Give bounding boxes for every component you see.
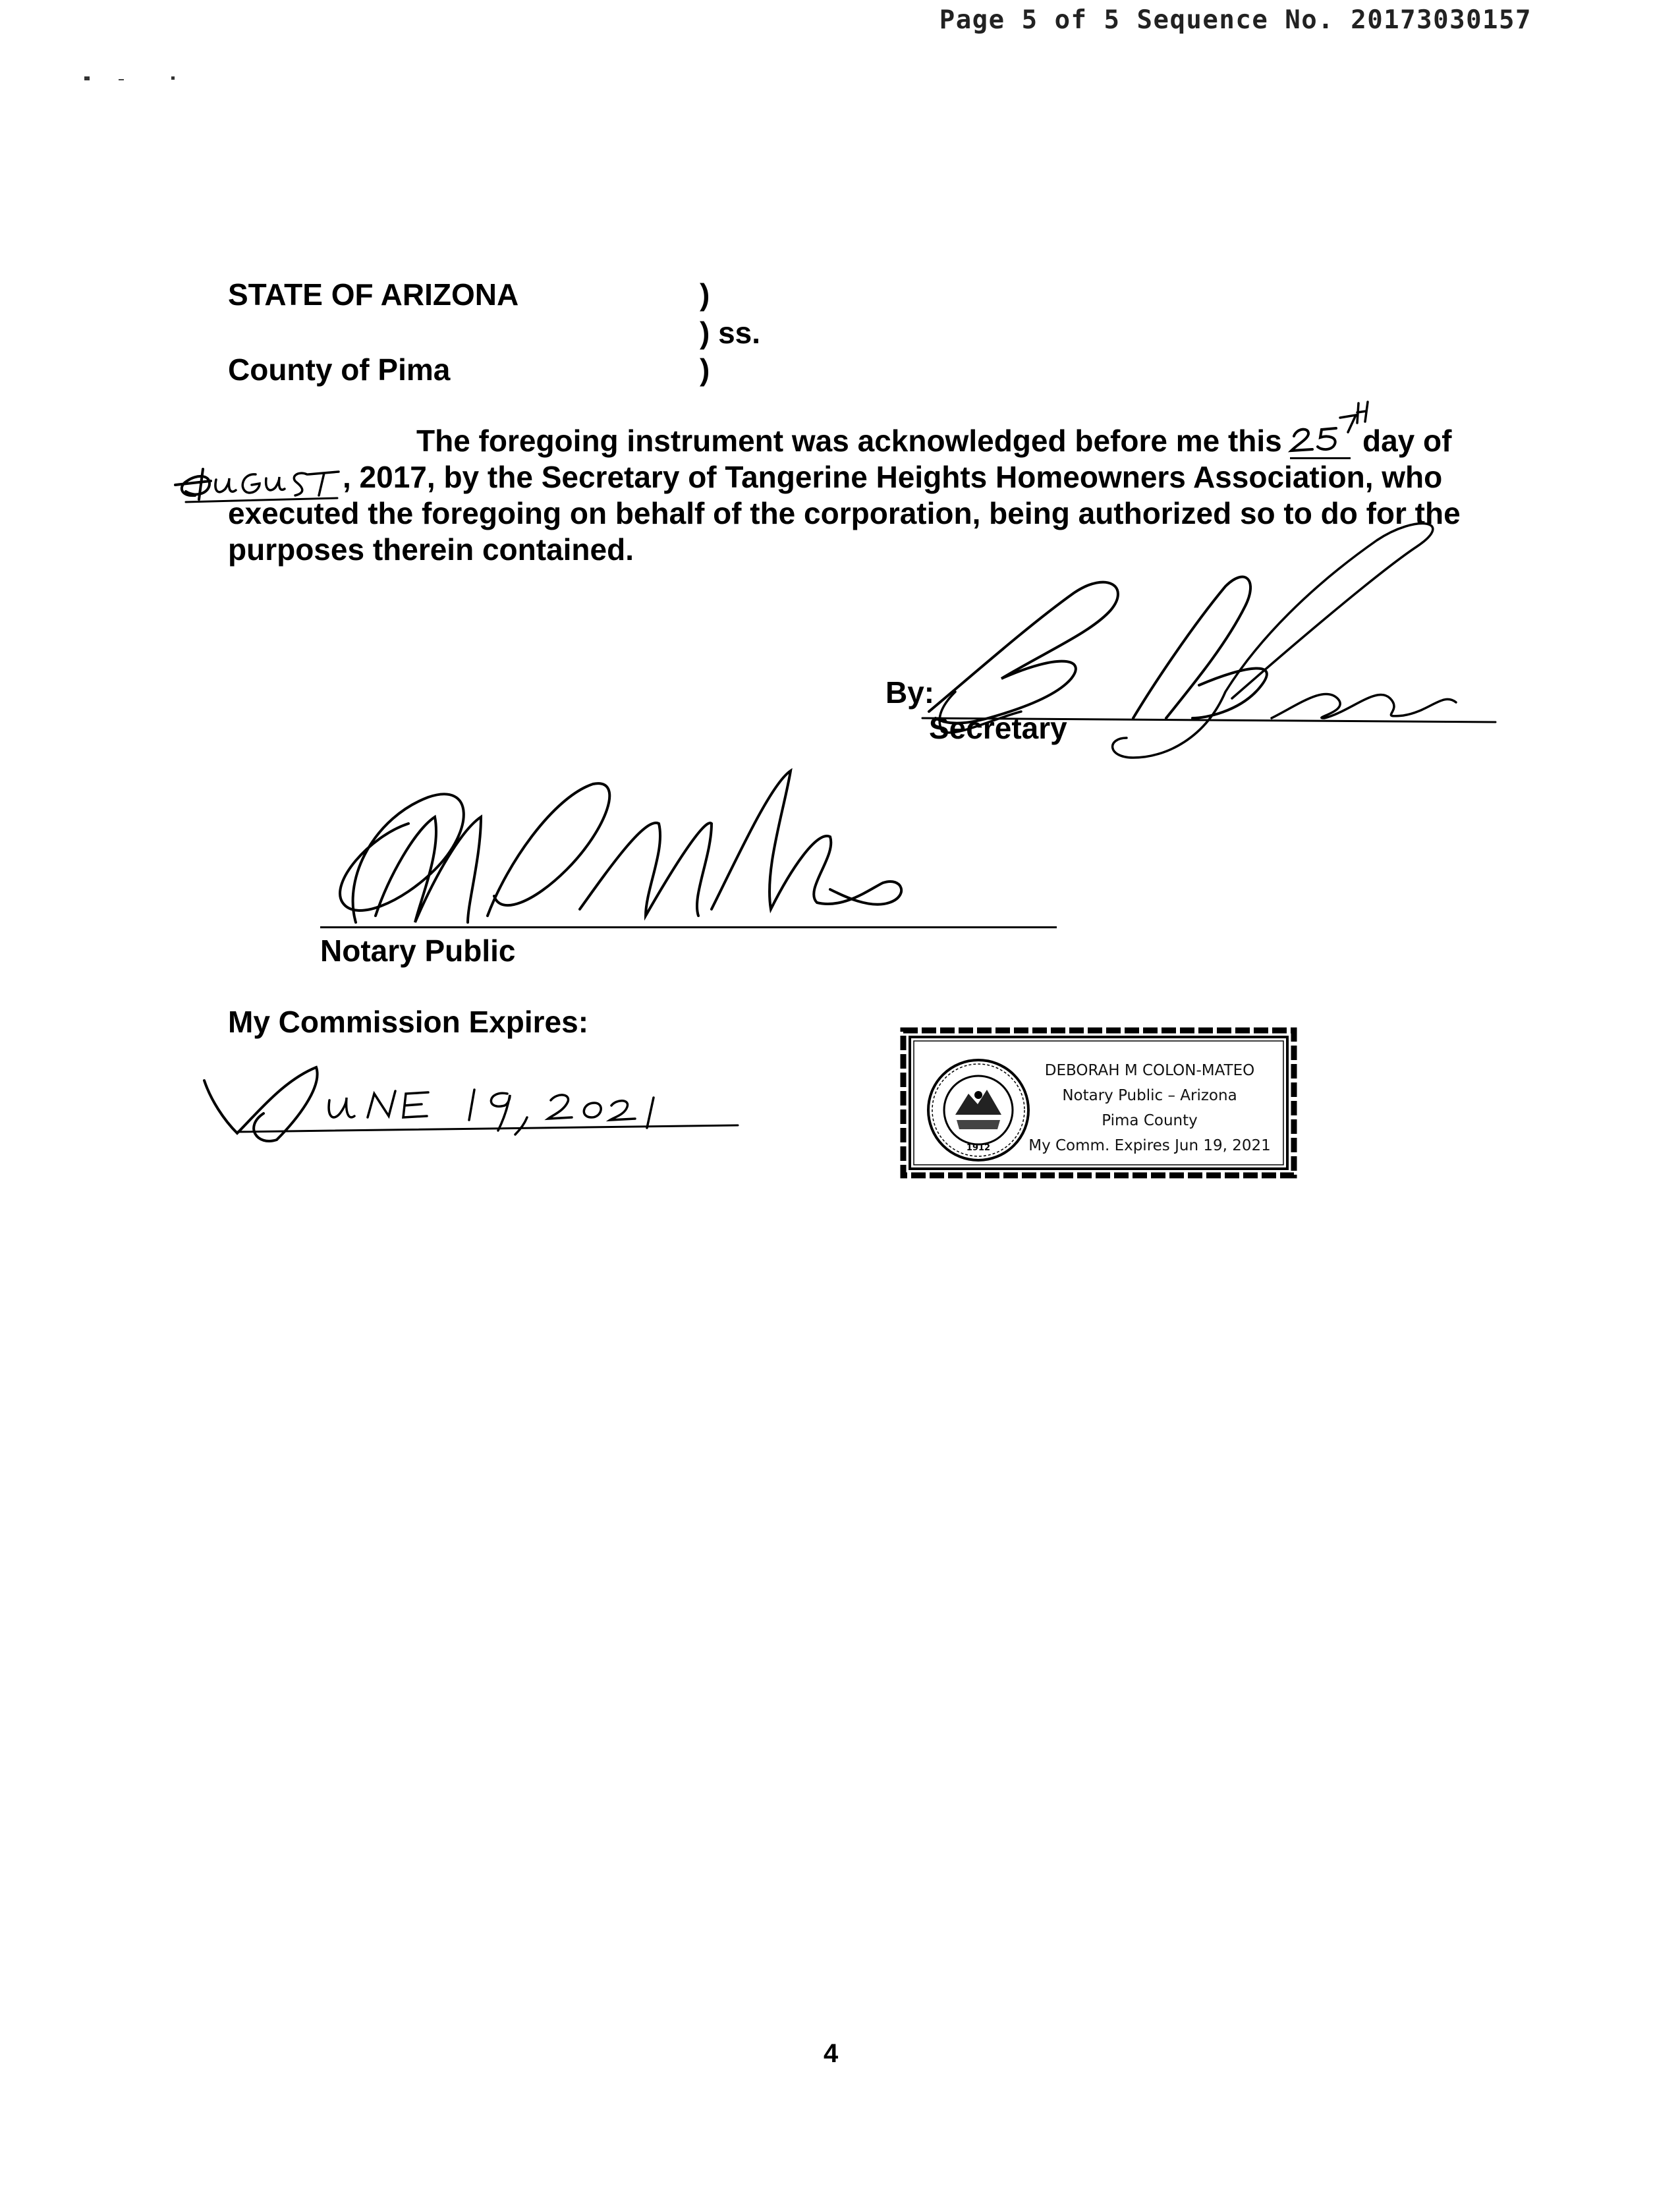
ack-line1-prefix: The foregoing instrument was acknowledged before me this [416, 424, 1282, 458]
scan-artifact [119, 79, 124, 80]
venue-paren-bottom: ) [700, 352, 710, 387]
ack-line2: , 2017, by the Secretary of Tangerine Heights Homeowners Association, who [343, 460, 1443, 494]
venue-ss: ) ss. [700, 316, 761, 350]
venue-state: STATE OF ARIZONA [228, 277, 519, 312]
ack-line3: executed the foregoing on behalf of the corporation, being authorized so to do for the [228, 496, 1461, 530]
stamp-line4: My Comm. Expires Jun 19, 2021 [1028, 1137, 1271, 1154]
stamp-notary-name: DEBORAH M COLON-MATEO [1044, 1062, 1255, 1079]
secretary-title: Secretary [929, 711, 1067, 745]
venue-county: County of Pima [228, 352, 451, 387]
stamp-line2: Notary Public – Arizona [1062, 1087, 1237, 1104]
scan-artifact [171, 76, 175, 80]
commission-label: My Commission Expires: [228, 1005, 589, 1039]
by-label: By: [885, 675, 935, 710]
scan-artifact [84, 76, 90, 80]
notary-signature-line [320, 926, 1057, 928]
ack-line1-suffix: day of [1362, 424, 1452, 458]
stamp-line3: Pima County [1102, 1112, 1198, 1129]
venue-paren-top: ) [700, 277, 710, 312]
commission-date-handwritten [198, 1054, 751, 1153]
page-number: 4 [824, 2039, 839, 2068]
notary-signature [316, 758, 949, 955]
seal-year: 1912 [966, 1143, 991, 1153]
ack-line4: purposes therein contained. [228, 532, 634, 567]
notary-title: Notary Public [320, 934, 516, 968]
page-header-sequence: Page 5 of 5 Sequence No. 20173030157 [939, 5, 1532, 35]
